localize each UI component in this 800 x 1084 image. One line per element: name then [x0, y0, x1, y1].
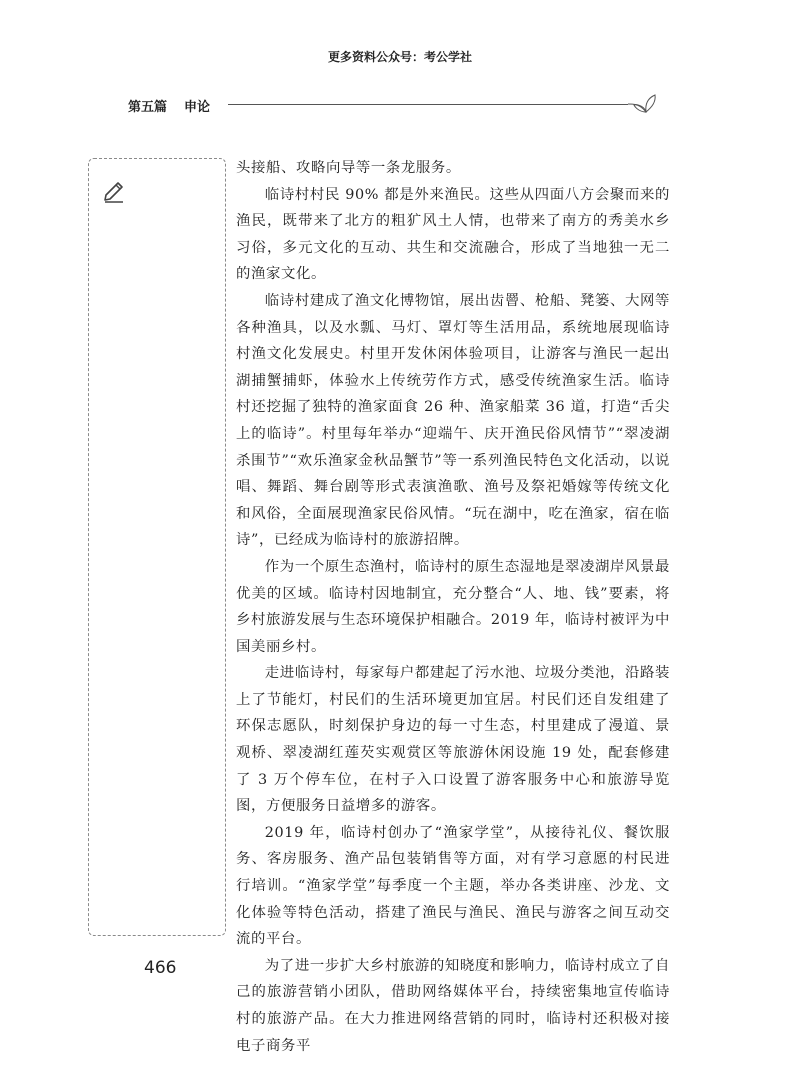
header-part-label: 第五篇	[128, 100, 168, 115]
body-text	[236, 155, 670, 1059]
paragraph: 临诗村村民 90% 都是外来渔民。这些从四面八方会聚而来的渔民，既带来了北方的粗犷风土人情，也带来了南方的秀美水乡习俗，多元文化的互动、共生和交流融合，形成了当地独一无二的渔家文化。	[236, 186, 670, 283]
margin-note-box	[88, 158, 226, 936]
paragraph: 为了进一步扩大乡村旅游的知晓度和影响力，临诗村成立了自己的旅游营销小团队，借助网络媒体平台，持续密集地宣传临诗村的旅游产品。在大力推进网络营销的同时，临诗村还积极对接电子商务平	[236, 957, 670, 1054]
sprout-icon	[626, 92, 660, 114]
paragraph: 走进临诗村，每家每户都建起了污水池、垃圾分类池，沿路装上了节能灯，村民们的生活环境更加宜居。村民们还自发组建了环保志愿队，时刻保护身边的每一寸生态，村里建成了漫道、景观桥、翠凌湖红莲芡实观赏区等旅游休闲设施 19 处，配套修建了 3 万个停车位，在村子入口设置了游客服务中心和旅游导览图，方便服务日益增多的游客。	[236, 665, 670, 815]
pencil-icon	[101, 177, 127, 203]
header-rule	[228, 104, 628, 105]
top-banner: 更多资料公众号：考公学社	[327, 50, 472, 64]
paragraph: 临诗村建成了渔文化博物馆，展出齿罾、枪船、凳篓、大网等各种渔具，以及水瓢、马灯、罩灯等生活用品，系统地展现临诗村渔文化发展史。村里开发休闲体验项目，让游客与渔民一起出湖捕蟹捕虾，体验水上传统劳作方式，感受传统渔家生活。临诗村还挖掘了独特的渔家面食 26 种、渔家船菜 36 道，打造“舌尖上的临诗”。村里每年举办“迎端午、庆开渔民俗风情节”“翠凌湖杀围节”“欢乐渔家金秋品蟹节”等一系列渔民特色文化活动，以说唱、舞蹈、舞台剧等形式表演渔歌、渔号及祭祀婚嫁等传统文化和风俗，全面展现渔家民俗风情。“玩在湖中，吃在渔家，宿在临诗”，已经成为临诗村的旅游招牌。	[236, 292, 670, 549]
paragraph: 头接船、攻略向导等一条龙服务。	[236, 160, 461, 176]
page-number: 466	[144, 958, 177, 978]
header-section-title: 申论	[184, 100, 211, 115]
paragraph: 作为一个原生态渔村，临诗村的原生态湿地是翠凌湖岸风景最优美的区域。临诗村因地制宜，充分整合“人、地、钱”要素，将乡村旅游发展与生态环境保护相融合。2019 年，临诗村被评为中国美丽乡村。	[236, 558, 670, 655]
paragraph: 2019 年，临诗村创办了“渔家学堂”，从接待礼仪、餐饮服务、客房服务、渔产品包装销售等方面，对有学习意愿的村民进行培训。“渔家学堂”每季度一个主题，举办各类讲座、沙龙、文化体验等特色活动，搭建了渔民与渔民、渔民与游客之间互动交流的平台。	[236, 824, 670, 948]
page-header	[128, 92, 668, 116]
